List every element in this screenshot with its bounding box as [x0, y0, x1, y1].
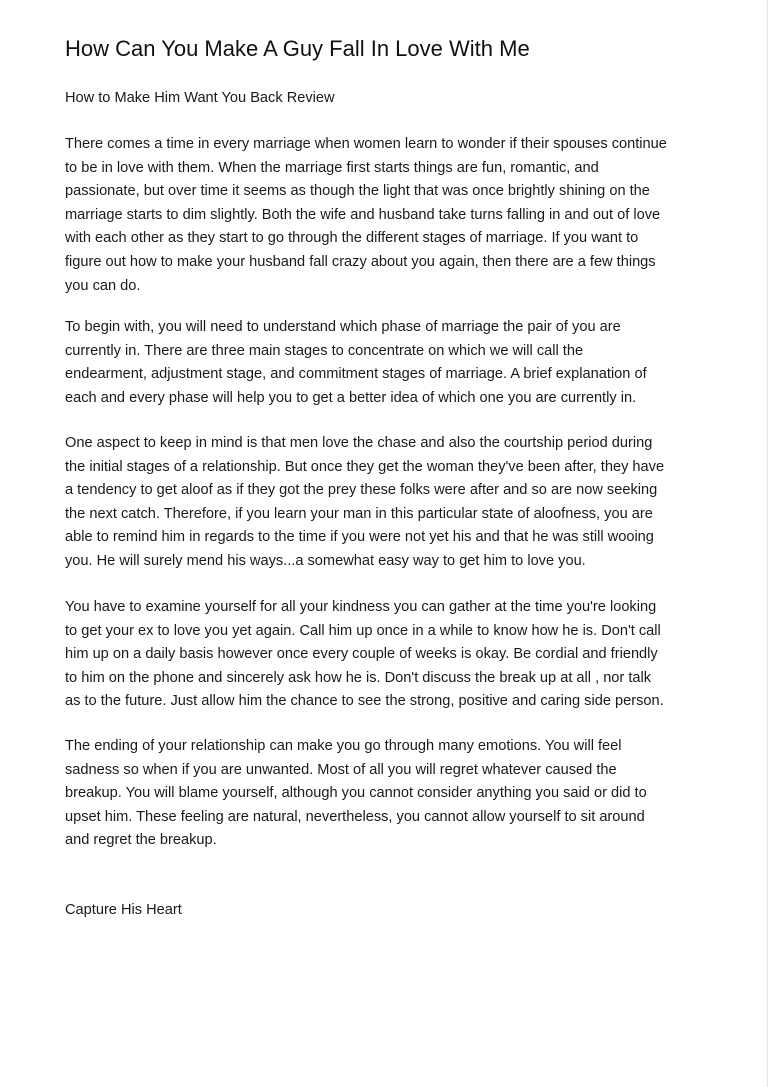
paragraph-line: with each other as they start to go through the different stages of marriage. If you want to	[65, 230, 639, 247]
paragraph-3	[65, 432, 725, 574]
paragraph-line: currently in. There are three main stages to concentrate on which we will call the	[65, 342, 584, 359]
paragraph-1	[65, 133, 725, 298]
document-title: How Can You Make A Guy Fall In Love With Me	[65, 36, 530, 61]
paragraph-line: sadness so when if you are unwanted. Most of all you will regret whatever caused the	[65, 761, 617, 778]
paragraph-4	[65, 596, 725, 714]
paragraph-line: There comes a time in every marriage when women learn to wonder if their spouses continue	[65, 136, 667, 152]
document-subtitle: How to Make Him Want You Back Review	[65, 90, 335, 106]
paragraph-5	[65, 735, 725, 853]
paragraph-line: endearment, adjustment stage, and commitment stages of marriage. A brief explanation of	[65, 366, 647, 383]
paragraph-line: a tendency to get aloof as if they got the prey these folks were after and so are now seeking	[65, 482, 658, 499]
paragraph-line: passionate, but over time it seems as though the light that was once brightly shining on the	[65, 183, 650, 200]
paragraph-line: marriage starts to dim slightly. Both the wife and husband take turns falling in and out of love	[65, 206, 661, 223]
paragraph-line: You have to examine yourself for all your kindness you can gather at the time you're looking	[65, 599, 657, 615]
paragraph-line: One aspect to keep in mind is that men love the chase and also the courtship period during	[65, 435, 653, 451]
paragraph-line: The ending of your relationship can make you go through many emotions. You will feel	[65, 738, 622, 754]
paragraph-line: figure out how to make your husband fall crazy about you again, then there are a few things	[65, 253, 656, 270]
paragraph-line: able to remind him in regards to the time if you were not yet his and that he was still wooing	[65, 529, 654, 546]
paragraph-line: you. He will surely mend his ways...a somewhat easy way to get him to love you.	[65, 552, 586, 569]
paragraph-line: the next catch. Therefore, if you learn your man in this particular state of aloofness, you are	[65, 505, 653, 522]
paragraph-line: each and every phase will help you to get a better idea of which one you are currently in.	[65, 389, 637, 406]
paragraph-line: to him on the phone and sincerely ask how he is. Don't discuss the break up at all , nor talk	[65, 669, 652, 686]
paragraph-line: the initial stages of a relationship. But once they get the woman they've been after, they have	[65, 458, 665, 475]
paragraph-2	[65, 316, 725, 410]
paragraph-line: to be in love with them. When the marriage first starts things are fun, romantic, and	[65, 159, 599, 176]
paragraph-line: as to the future. Just allow him the chance to see the strong, positive and caring side person.	[65, 693, 664, 710]
paragraph-line: him up on a daily basis however once every couple of weeks is okay. Be cordial and friendly	[65, 646, 658, 663]
paragraph-line: and regret the breakup.	[65, 832, 217, 849]
section-heading-capture-his-heart: Capture His Heart	[65, 902, 182, 918]
paragraph-line: To begin with, you will need to understand which phase of marriage the pair of you are	[65, 319, 621, 335]
paragraph-line: breakup. You will blame yourself, although you cannot consider anything you said or did to	[65, 785, 647, 802]
paragraph-line: upset him. These feeling are natural, nevertheless, you cannot allow yourself to sit around	[65, 808, 645, 825]
paragraph-line: to get your ex to love you yet again. Call him up once in a while to know how he is. Don't call	[65, 622, 661, 639]
paragraph-line: you can do.	[65, 277, 141, 294]
